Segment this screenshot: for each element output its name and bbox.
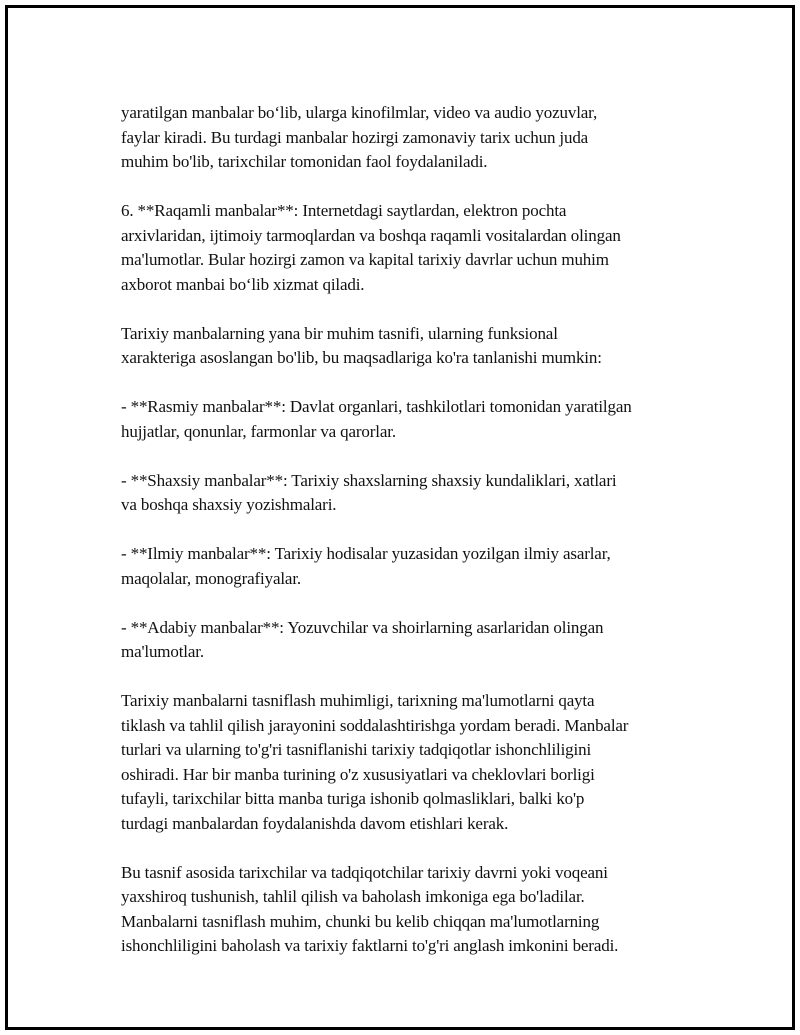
text-line: Tarixiy manbalarni tasniflash muhimligi, tarixning ma'lumotlarni qayta [121,691,595,710]
text-line: Tarixiy manbalarning yana bir muhim tasnifi, ularning funksional [121,323,558,343]
text-line: muhim bo'lib, tarixchilar tomonidan faol foydalaniladi. [121,152,488,171]
list-item-literary-sources [121,616,696,665]
text-line: hujjatlar, qonunlar, farmonlar va qarorlar. [121,421,396,441]
text-line: oshiradi. Har bir manba turining o'z xususiyatlari va cheklovlari borligi [121,764,595,784]
text-line: axborot manbai bo‘lib xizmat qiladi. [121,274,365,294]
text-line: va boshqa shaxsiy yozishmalari. [121,495,337,514]
paragraph-media-sources [121,101,696,175]
text-line: tufayli, tarixchilar bitta manba turiga ishonib qolmasliklari, balki ko'p [121,789,585,808]
text-line: yaxshiroq tushunish, tahlil qilish va baholash imkoniga ega bo'ladilar. [121,887,585,906]
paragraph-functional-classification [121,322,696,371]
text-line: ma'lumotlar. Bular hozirgi zamon va kapital tarixiy davrlar uchun muhim [121,250,609,269]
text-line: turdagi manbalardan foydalanishda davom etishlari kerak. [121,813,509,833]
text-line: xarakteriga asoslangan bo'lib, bu maqsadlariga ko'ra tanlanishi mumkin: [121,348,602,367]
text-line: ishonchliligini baholash va tarixiy faktlarni to'g'ri anglash imkonini beradi. [121,936,619,955]
list-item-scientific-sources [121,542,696,591]
text-line: arxivlaridan, ijtimoiy tarmoqlardan va boshqa raqamli vositalardan olingan [121,225,621,245]
text-line: 6. **Raqamli manbalar**: Internetdagi saytlardan, elektron pochta [121,201,567,220]
text-line: yaratilgan manbalar bo‘lib, ularga kinofilmlar, video va audio yozuvlar, [121,103,598,122]
text-line: turlari va ularning to'g'ri tasniflanishi tarixiy tadqiqotlar ishonchliligini [121,740,592,759]
paragraph-digital-sources [121,199,696,297]
paragraph-classification-importance [121,689,696,836]
text-line: faylar kiradi. Bu turdagi manbalar hozirgi zamonaviy tarix uchun juda [121,127,589,147]
text-line: tiklash va tahlil qilish jarayonini soddalashtirishga yordam beradi. Manbalar [121,715,629,735]
text-line: - **Ilmiy manbalar**: Tarixiy hodisalar yuzasidan yozilgan ilmiy asarlar, [121,544,611,563]
page-text [121,101,696,983]
text-line: Bu tasnif asosida tarixchilar va tadqiqotchilar tarixiy davrni yoki voqeani [121,862,608,882]
text-line: - **Rasmiy manbalar**: Davlat organlari, tashkilotlari tomonidan yaratilgan [121,397,632,416]
text-line: - **Shaxsiy manbalar**: Tarixiy shaxslarning shaxsiy kundaliklari, xatlari [121,470,617,490]
list-item-official-sources [121,395,696,444]
list-item-personal-sources [121,469,696,518]
text-line: Manbalarni tasniflash muhim, chunki bu kelib chiqqan ma'lumotlarning [121,911,600,931]
text-line: ma'lumotlar. [121,642,204,661]
text-line: maqolalar, monografiyalar. [121,568,301,588]
document-page [5,5,795,1030]
paragraph-conclusion [121,861,696,959]
text-line: - **Adabiy manbalar**: Yozuvchilar va shoirlarning asarlaridan olingan [121,617,604,637]
